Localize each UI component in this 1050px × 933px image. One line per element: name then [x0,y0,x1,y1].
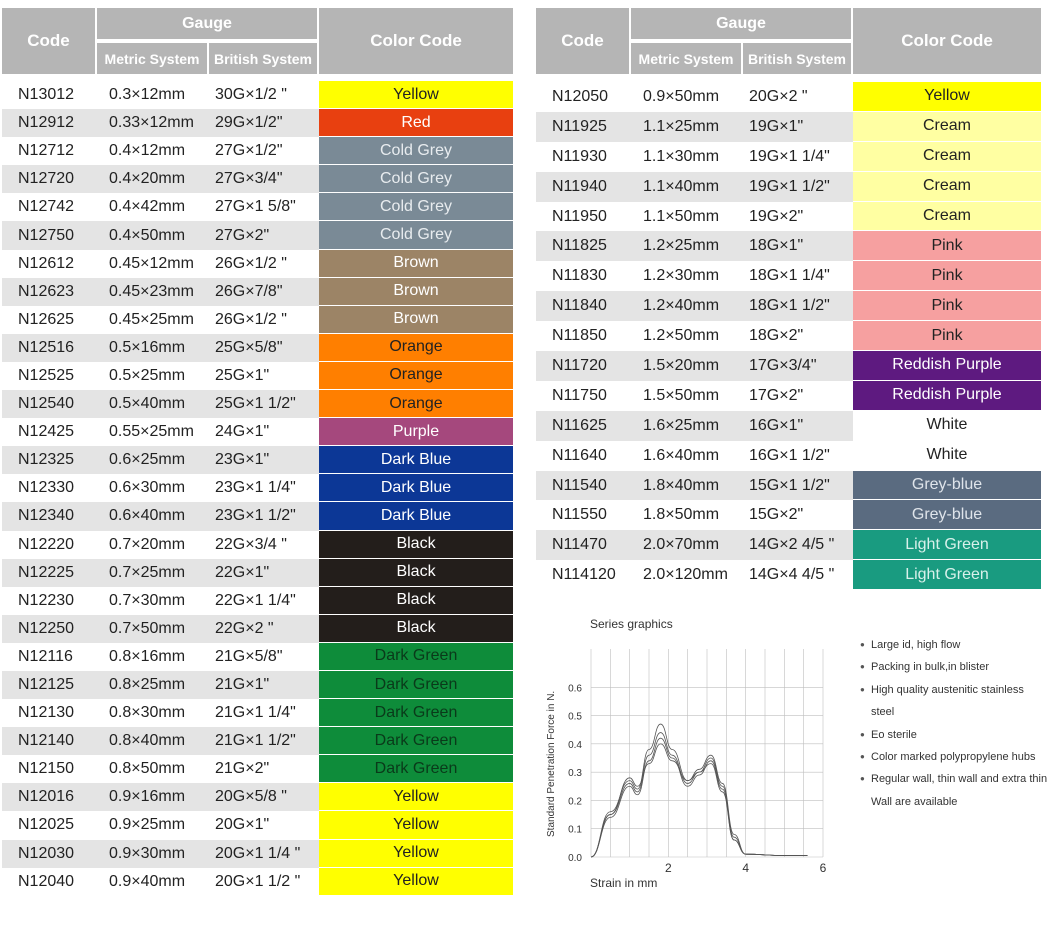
x-axis-label: Strain in mm [590,876,658,890]
row-color-swatch: Black [319,615,513,642]
table-row [536,500,1047,530]
row-metric-size: 1.1×50mm [643,207,720,225]
row-metric-size: 0.7×30mm [109,591,186,609]
table-row [536,202,1047,232]
gauge-table-right [536,8,1047,590]
row-british-size: 29G×1/2" [215,114,283,132]
row-color-swatch: Cream [853,112,1041,141]
row-british-size: 26G×1/2 " [215,254,287,272]
table-row [536,351,1047,381]
table-row [536,441,1047,471]
row-code: N12125 [18,676,75,694]
row-british-size: 19G×2" [749,207,804,225]
table-row [2,81,519,109]
row-color-swatch: Yellow [319,811,513,838]
header-gauge: Gauge [631,8,851,39]
row-british-size: 20G×1 1/2 " [215,872,301,890]
row-metric-size: 0.6×30mm [109,479,186,497]
table-row [2,278,519,306]
row-color-swatch: Yellow [319,783,513,810]
row-color-swatch: Dark Blue [319,446,513,473]
row-color-swatch: Yellow [853,82,1041,111]
row-color-swatch: Black [319,559,513,586]
feature-item [860,724,1050,746]
row-british-size: 26G×7/8" [215,282,283,300]
table-row [536,471,1047,501]
table-row [536,530,1047,560]
row-metric-size: 0.9×30mm [109,844,186,862]
row-british-size: 26G×1/2 " [215,310,287,328]
row-code: N12340 [18,507,75,525]
bullet-icon: ● [860,729,865,739]
row-color-swatch: Dark Green [319,727,513,754]
row-metric-size: 0.8×25mm [109,676,186,694]
row-metric-size: 2.0×120mm [643,566,728,584]
bullet-icon: ● [860,640,865,649]
row-color-swatch: Dark Green [319,699,513,726]
row-metric-size: 0.8×40mm [109,732,186,750]
row-british-size: 22G×1 1/4" [215,591,296,609]
feature-text: Packing in bulk,in blister [871,661,990,674]
table-row [2,811,519,839]
row-metric-size: 0.5×25mm [109,366,186,384]
row-color-swatch: Dark Green [319,643,513,670]
row-british-size: 18G×2" [749,327,804,345]
row-code: N11750 [552,386,607,404]
row-code: N12230 [18,591,75,609]
table-row [2,615,519,643]
row-code: N12525 [18,366,75,384]
row-metric-size: 0.4×12mm [109,142,186,160]
table-row [536,112,1047,142]
row-color-swatch: Purple [319,418,513,445]
row-british-size: 21G×1" [215,676,270,694]
row-code: N12225 [18,563,75,581]
row-metric-size: 0.9×25mm [109,816,186,834]
row-british-size: 21G×2" [215,760,270,778]
table-row [536,82,1047,112]
bullet-icon: ● [860,774,865,784]
row-code: N11940 [552,177,607,195]
row-color-swatch: Brown [319,278,513,305]
table-row [2,362,519,390]
table-row [2,334,519,362]
row-metric-size: 0.9×40mm [109,872,186,890]
row-code: N12623 [18,282,75,300]
row-metric-size: 0.45×25mm [109,310,194,328]
row-color-swatch: Reddish Purple [853,381,1041,410]
table-row [536,261,1047,291]
row-british-size: 21G×5/8" [215,647,283,665]
row-color-swatch: Black [319,531,513,558]
table-row [2,559,519,587]
row-british-size: 20G×2 " [749,87,808,105]
row-code: N12250 [18,619,75,637]
row-british-size: 17G×2" [749,386,804,404]
header-code: Code [2,8,95,74]
table-row [2,643,519,671]
row-british-size: 27G×2" [215,226,270,244]
table-row [2,783,519,811]
row-color-swatch: Brown [319,306,513,333]
row-code: N12150 [18,760,75,778]
row-metric-size: 0.6×25mm [109,451,186,469]
row-british-size: 27G×1/2" [215,142,283,160]
feature-item [860,746,1050,768]
series-line-2 [591,733,808,857]
row-british-size: 27G×3/4" [215,170,283,188]
table-row [2,840,519,868]
row-british-size: 19G×1 1/4" [749,147,830,165]
row-metric-size: 1.2×50mm [643,327,720,345]
row-color-swatch: Pink [853,291,1041,320]
header-british-system: British System [743,43,851,74]
row-metric-size: 0.6×40mm [109,507,186,525]
row-metric-size: 0.3×12mm [109,86,186,104]
row-color-swatch: Red [319,109,513,136]
row-metric-size: 1.8×50mm [643,506,720,524]
table-row [2,250,519,278]
row-metric-size: 1.1×25mm [643,117,720,135]
table-header [2,8,519,74]
row-british-size: 19G×1 1/2" [749,177,830,195]
x-tick-label: 6 [819,861,827,875]
header-metric-system: Metric System [97,43,207,74]
row-british-size: 18G×1 1/4" [749,267,830,285]
row-british-size: 25G×1 1/2" [215,395,296,413]
row-code: N12330 [18,479,75,497]
row-code: N11830 [552,267,607,285]
feature-list [860,634,1050,813]
row-metric-size: 0.5×16mm [109,338,186,356]
row-british-size: 15G×2" [749,506,804,524]
row-color-swatch: Cold Grey [319,221,513,248]
bullet-icon: ● [860,684,865,694]
table-row [2,474,519,502]
feature-text: Color marked polypropylene hubs [871,751,1036,764]
bullet-icon: ● [860,662,865,672]
row-code: N12912 [18,114,75,132]
row-british-size: 14G×2 4/5 " [749,536,835,554]
row-code: N12425 [18,423,75,441]
table-row [2,868,519,896]
table-row [536,142,1047,172]
feature-item [860,768,1050,790]
row-metric-size: 1.6×25mm [643,416,720,434]
row-color-swatch: Pink [853,231,1041,260]
table-row [536,321,1047,351]
row-color-swatch: Orange [319,390,513,417]
row-metric-size: 0.4×20mm [109,170,186,188]
row-british-size: 30G×1/2 " [215,86,287,104]
row-british-size: 23G×1 1/2" [215,507,296,525]
row-metric-size: 0.55×25mm [109,423,194,441]
y-tick-label: 0.3 [568,768,582,780]
row-metric-size: 0.7×20mm [109,535,186,553]
row-code: N12025 [18,816,75,834]
penetration-force-chart [540,612,840,902]
row-british-size: 23G×1 1/4" [215,479,296,497]
row-code: N12220 [18,535,75,553]
y-tick-label: 0.5 [568,711,582,723]
row-color-swatch: Yellow [319,868,513,895]
row-color-swatch: Dark Green [319,755,513,782]
row-code: N13012 [18,86,75,104]
row-metric-size: 0.7×25mm [109,563,186,581]
row-metric-size: 1.5×20mm [643,356,720,374]
table-row [2,446,519,474]
row-metric-size: 1.8×40mm [643,476,720,494]
row-code: N12325 [18,451,75,469]
row-british-size: 17G×3/4" [749,356,817,374]
row-color-swatch: Cream [853,172,1041,201]
row-color-swatch: Light Green [853,560,1041,589]
row-color-swatch: Grey-blue [853,471,1041,500]
header-british-system: British System [209,43,317,74]
row-british-size: 18G×1 1/2" [749,297,830,315]
row-color-swatch: Orange [319,362,513,389]
row-code: N12040 [18,872,75,890]
row-code: N11840 [552,297,607,315]
row-code: N11625 [552,416,607,434]
row-color-swatch: Black [319,587,513,614]
row-metric-size: 0.8×30mm [109,704,186,722]
x-tick-label: 2 [664,861,672,875]
table-row [2,502,519,530]
header-metric-system: Metric System [631,43,741,74]
row-british-size: 15G×1 1/2" [749,476,830,494]
table-row [2,727,519,755]
y-axis-label: Standard Penetration Force in N. [546,690,557,837]
row-code: N11930 [552,147,607,165]
table-row [2,221,519,249]
row-code: N12016 [18,788,75,806]
feature-item [860,679,1050,724]
y-tick-label: 0.1 [568,824,582,836]
row-british-size: 14G×4 4/5 " [749,566,835,584]
row-british-size: 24G×1" [215,423,270,441]
row-metric-size: 0.5×40mm [109,395,186,413]
row-british-size: 16G×1 1/2" [749,446,830,464]
row-metric-size: 2.0×70mm [643,536,720,554]
header-color-code: Color Code [319,8,513,74]
row-metric-size: 0.33×12mm [109,114,194,132]
row-british-size: 22G×1" [215,563,270,581]
y-tick-label: 0.0 [568,853,582,864]
row-code: N11720 [552,356,607,374]
row-color-swatch: Brown [319,250,513,277]
table-row [2,755,519,783]
table-row [536,560,1047,590]
feature-text: Eo sterile [871,728,917,741]
row-metric-size: 0.4×42mm [109,198,186,216]
row-color-swatch: Dark Blue [319,474,513,501]
table-row [2,109,519,137]
row-color-swatch: Yellow [319,840,513,867]
row-code: N12030 [18,844,75,862]
table-row [2,137,519,165]
row-british-size: 20G×1 1/4 " [215,844,301,862]
row-code: N12516 [18,338,75,356]
row-metric-size: 1.2×25mm [643,237,720,255]
row-code: N11540 [552,476,607,494]
row-code: N114120 [552,566,616,584]
row-metric-size: 1.5×50mm [643,386,720,404]
row-metric-size: 0.7×50mm [109,619,186,637]
row-color-swatch: Light Green [853,530,1041,559]
series-line-3 [591,738,808,857]
table-row [536,381,1047,411]
row-color-swatch: Dark Blue [319,502,513,529]
row-metric-size: 1.2×40mm [643,297,720,315]
row-british-size: 22G×2 " [215,619,274,637]
row-color-swatch: Reddish Purple [853,351,1041,380]
y-tick-label: 0.6 [568,683,582,695]
row-british-size: 21G×1 1/2" [215,732,296,750]
row-code: N11950 [552,207,607,225]
row-metric-size: 1.6×40mm [643,446,720,464]
table-row [2,699,519,727]
row-code: N11470 [552,536,607,554]
feature-text: Regular wall, thin wall and extra thin [871,773,1048,786]
y-tick-label: 0.2 [568,796,582,808]
row-code: N12712 [18,142,75,160]
row-code: N11825 [552,237,607,255]
feature-text: Large id, high flow [871,639,961,651]
table-row [2,587,519,615]
row-color-swatch: Pink [853,321,1041,350]
table-row [2,306,519,334]
row-color-swatch: Cold Grey [319,137,513,164]
row-color-swatch: Orange [319,334,513,361]
row-code: N12130 [18,704,75,722]
row-color-swatch: Dark Green [319,671,513,698]
table-row [536,291,1047,321]
row-metric-size: 0.45×12mm [109,254,194,272]
table-row [2,671,519,699]
row-color-swatch: Yellow [319,81,513,108]
gauge-table-left [2,8,519,896]
bullet-icon: ● [860,752,865,762]
row-british-size: 19G×1" [749,117,804,135]
table-row [2,531,519,559]
row-color-swatch: Cold Grey [319,165,513,192]
header-code: Code [536,8,629,74]
row-code: N12116 [18,647,73,665]
row-british-size: 20G×5/8 " [215,788,287,806]
row-metric-size: 0.8×50mm [109,760,186,778]
row-metric-size: 1.2×30mm [643,267,720,285]
row-code: N11850 [552,327,607,345]
row-british-size: 22G×3/4 " [215,535,287,553]
header-gauge: Gauge [97,8,317,39]
row-code: N12720 [18,170,75,188]
row-color-swatch: White [853,441,1041,470]
table-row [2,193,519,221]
table-row [536,231,1047,261]
row-metric-size: 1.1×30mm [643,147,720,165]
row-code: N12540 [18,395,75,413]
feature-text-continuation: Wall are available [871,795,958,808]
table-row [536,411,1047,441]
row-color-swatch: White [853,411,1041,440]
row-color-swatch: Cream [853,142,1041,171]
row-british-size: 18G×1" [749,237,804,255]
row-color-swatch: Cold Grey [319,193,513,220]
row-code: N12612 [18,254,75,272]
row-code: N11640 [552,446,607,464]
row-code: N12750 [18,226,75,244]
table-row [536,172,1047,202]
row-metric-size: 0.4×50mm [109,226,186,244]
table-row [2,390,519,418]
row-metric-size: 0.9×50mm [643,87,720,105]
chart-title: Series graphics [590,617,673,631]
table-row [2,165,519,193]
table-row [2,418,519,446]
row-code: N12742 [18,198,75,216]
feature-item [860,634,1050,656]
row-metric-size: 0.9×16mm [109,788,186,806]
row-british-size: 27G×1 5/8" [215,198,296,216]
row-metric-size: 0.45×23mm [109,282,194,300]
row-code: N12625 [18,310,75,328]
row-color-swatch: Grey-blue [853,500,1041,529]
row-color-swatch: Cream [853,202,1041,231]
row-color-swatch: Pink [853,261,1041,290]
row-code: N11550 [552,506,607,524]
row-british-size: 25G×1" [215,366,270,384]
table-header [536,8,1047,74]
row-code: N12140 [18,732,75,750]
row-code: N11925 [552,117,607,135]
row-british-size: 23G×1" [215,451,270,469]
row-british-size: 25G×5/8" [215,338,283,356]
feature-item [860,656,1050,678]
row-british-size: 16G×1" [749,416,804,434]
row-metric-size: 1.1×40mm [643,177,720,195]
feature-text: High quality austenitic stainless steel [871,683,1024,719]
y-tick-label: 0.4 [568,739,582,751]
header-color-code: Color Code [853,8,1041,74]
x-tick-label: 4 [742,861,750,875]
row-metric-size: 0.8×16mm [109,647,186,665]
row-british-size: 20G×1" [215,816,270,834]
row-code: N12050 [552,87,609,105]
row-british-size: 21G×1 1/4" [215,704,296,722]
